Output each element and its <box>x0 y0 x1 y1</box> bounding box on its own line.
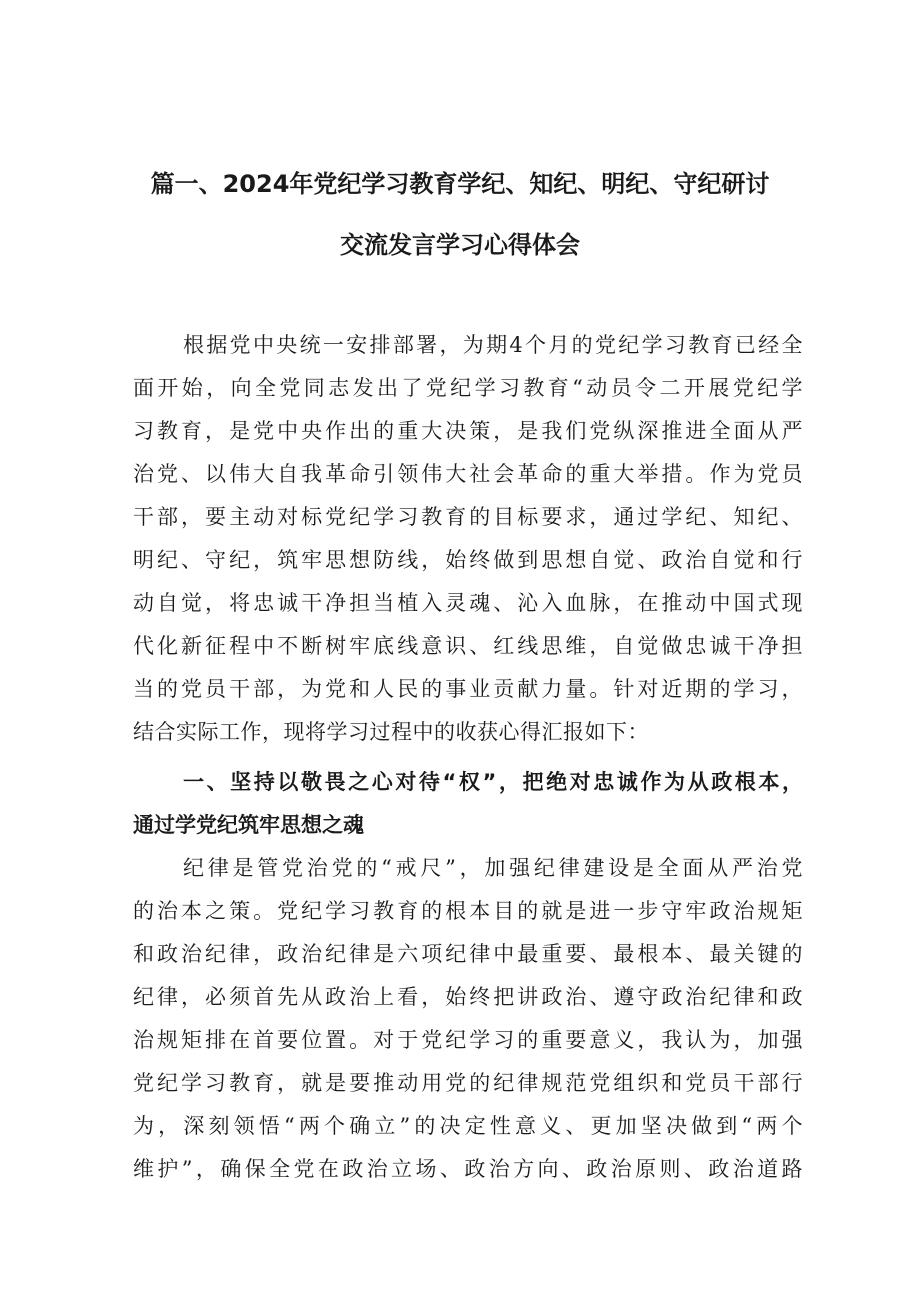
paragraph-1-line-1: 根据党中央统一安排部署，为期4个月的党纪学习教育已经全 <box>183 333 803 357</box>
document-title-line-1: 篇一、2024年党纪学习教育学纪、知纪、明纪、守纪研讨 <box>150 170 770 198</box>
document-title-line-2: 交流发言学习心得体会 <box>340 231 580 259</box>
paragraph-1-line-9: 当的党员干部，为党和人民的事业贡献力量。针对近期的学习， <box>133 677 803 701</box>
paragraph-1-line-10: 结合实际工作，现将学习过程中的收获心得汇报如下： <box>133 720 649 744</box>
paragraph-2-line-1: 纪律是管党治党的“戒尺”，加强纪律建设是全面从严治党 <box>183 856 803 880</box>
paragraph-1-line-2: 面开始，向全党同志发出了党纪学习教育“动员令二开展党纪学 <box>133 376 803 400</box>
paragraph-2-line-5: 治规矩排在首要位置。对于党纪学习的重要意义，我认为，加强 <box>133 1028 803 1052</box>
paragraph-1-line-4: 治党、以伟大自我革命引领伟大社会革命的重大举措。作为党员 <box>133 462 803 486</box>
section-heading-1-line-2: 通过学党纪筑牢思想之魂 <box>133 813 364 837</box>
section-heading-1-line-1: 一、坚持以敬畏之心对待“权”，把绝对忠诚作为从政根本， <box>183 770 803 794</box>
paragraph-1-line-6: 明纪、守纪，筑牢思想防线，始终做到思想自觉、政治自觉和行 <box>133 548 803 572</box>
paragraph-1-line-3: 习教育，是党中央作出的重大决策，是我们党纵深推进全面从严 <box>133 419 803 443</box>
paragraph-1-line-5: 干部，要主动对标党纪学习教育的目标要求，通过学纪、知纪、 <box>133 505 803 529</box>
paragraph-2-line-2: 的治本之策。党纪学习教育的根本目的就是进一步守牢政治规矩 <box>133 899 803 923</box>
paragraph-2-line-7: 为，深刻领悟“两个确立”的决定性意义、更加坚决做到“两个 <box>133 1114 803 1138</box>
paragraph-2-line-3: 和政治纪律，政治纪律是六项纪律中最重要、最根本、最关键的 <box>133 942 803 966</box>
paragraph-2-line-4: 纪律，必须首先从政治上看，始终把讲政治、遵守政治纪律和政 <box>133 985 803 1009</box>
paragraph-2-line-6: 党纪学习教育，就是要推动用党的纪律规范党组织和党员干部行 <box>133 1071 803 1095</box>
paragraph-2-line-8: 维护”，确保全党在政治立场、政治方向、政治原则、政治道路 <box>133 1157 803 1181</box>
paragraph-1-line-8: 代化新征程中不断树牢底线意识、红线思维，自觉做忠诚干净担 <box>133 634 803 658</box>
paragraph-1-line-7: 动自觉，将忠诚干净担当植入灵魂、沁入血脉，在推动中国式现 <box>133 591 803 615</box>
